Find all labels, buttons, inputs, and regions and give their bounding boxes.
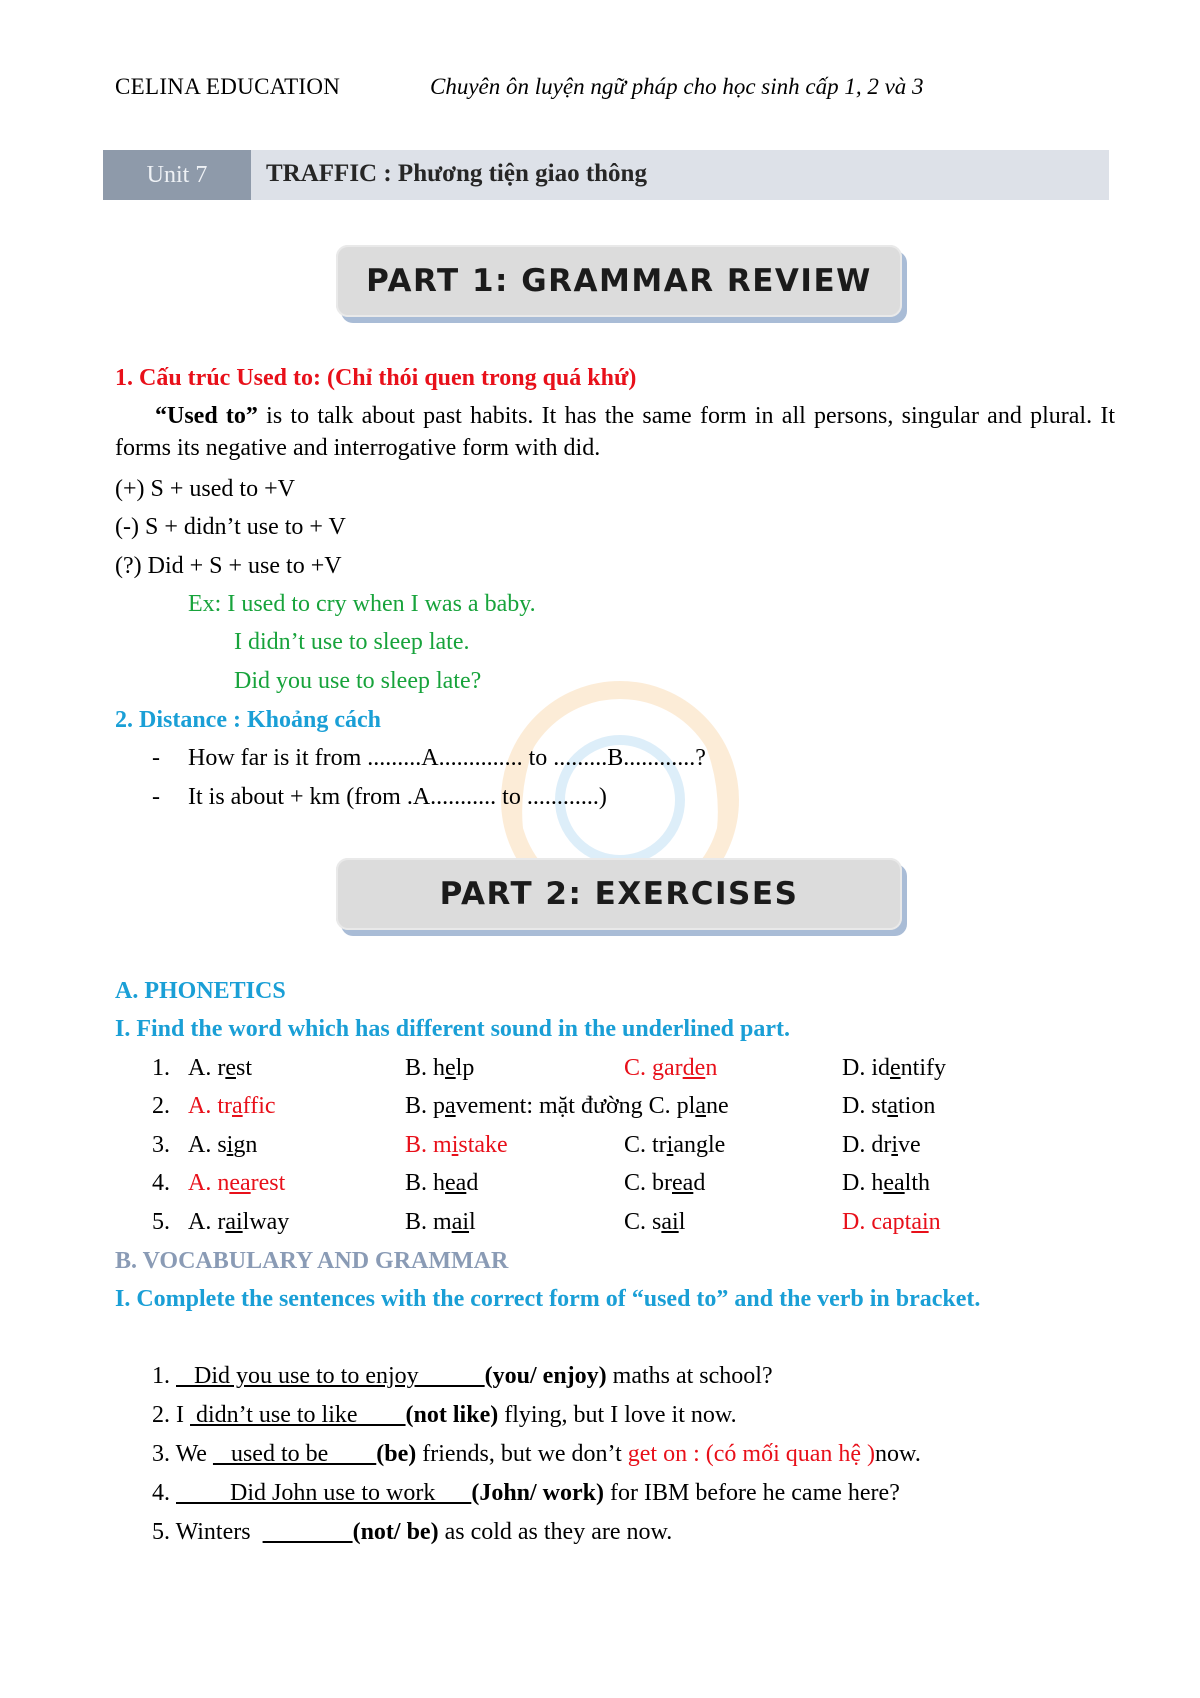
header-tagline: Chuyên ôn luyện ngữ pháp cho học sinh cấp 1, 2 và 3: [430, 74, 924, 99]
verb-cue: (not like): [405, 1402, 499, 1428]
answer-blank[interactable]: Did John use to work: [176, 1480, 472, 1506]
underlined-part: e: [890, 1055, 901, 1081]
bullet-text: How far is it from .........A.............. to .........B............?: [188, 745, 706, 771]
underlined-part: ea: [883, 1170, 905, 1196]
answer-blank[interactable]: didn’t use to like: [190, 1402, 406, 1428]
part2-banner: PART 2: EXERCISES: [336, 858, 902, 930]
underlined-part: a: [445, 1093, 456, 1119]
vocab-task: I. Complete the sentences with the correct form of “used to” and the verb in bracket.: [115, 1286, 981, 1312]
underlined-part: a: [887, 1093, 898, 1119]
underlined-part: a: [695, 1093, 706, 1119]
option-b: B. pavement: mặt đường C. plane: [405, 1093, 729, 1119]
underlined-part: a: [232, 1093, 243, 1119]
underlined-part: ea: [445, 1170, 467, 1196]
question-number: 4.: [152, 1170, 170, 1196]
intro-term: “Used to”: [155, 403, 258, 429]
form-positive: (+) S + used to +V: [115, 476, 295, 502]
answer-blank[interactable]: [263, 1519, 353, 1545]
bullet-dash: -: [152, 745, 160, 771]
verb-cue: (not/ be): [352, 1519, 439, 1545]
option-a: A. nearest: [188, 1170, 286, 1196]
verb-cue: (John/ work): [471, 1480, 605, 1506]
option-b: B. help: [405, 1055, 475, 1081]
phonetics-task: I. Find the word which has different sound in the underlined part.: [115, 1016, 790, 1042]
underlined-part: ea: [229, 1170, 251, 1196]
underlined-part: i: [226, 1132, 234, 1158]
sentence-5: 5. Winters (not/ be) as cold as they are now.: [152, 1519, 673, 1545]
question-number: 3.: [152, 1132, 170, 1158]
part1-banner: PART 1: GRAMMAR REVIEW: [336, 245, 902, 317]
phonetics-heading: A. PHONETICS: [115, 978, 286, 1004]
underlined-part: de: [682, 1055, 706, 1081]
option-d: D. captain: [842, 1209, 941, 1235]
underlined-part: e: [445, 1055, 456, 1081]
example-2: I didn’t use to sleep late.: [234, 629, 470, 655]
verb-cue: (be): [376, 1441, 417, 1467]
underlined-part: ai: [911, 1209, 929, 1235]
answer-blank[interactable]: Did you use to to enjoy: [176, 1363, 485, 1389]
header-org: CELINA EDUCATION: [115, 74, 341, 99]
option-a: A. sign: [188, 1132, 258, 1158]
underlined-part: ai: [661, 1209, 679, 1235]
underlined-part: ai: [451, 1209, 470, 1235]
option-c: C. sail: [624, 1209, 686, 1235]
option-b: B. mail: [405, 1209, 476, 1235]
option-d: D. health: [842, 1170, 930, 1196]
option-c: C. triangle: [624, 1132, 726, 1158]
option-a: A. railway: [188, 1209, 290, 1235]
unit-title: TRAFFIC : Phương tiện giao thông: [266, 160, 647, 187]
bullet-text: It is about + km (from .A........... to ............): [188, 784, 607, 810]
underlined-part: e: [225, 1055, 236, 1081]
option-d: D. drive: [842, 1132, 921, 1158]
option-b: B. head: [405, 1170, 479, 1196]
form-negative: (-) S + didn’t use to + V: [115, 514, 346, 540]
option-a: A. rest: [188, 1055, 252, 1081]
option-a: A. traffic: [188, 1093, 276, 1119]
bullet-dash: -: [152, 784, 160, 810]
unit-label: Unit 7: [103, 150, 251, 200]
sentence-1: 1. Did you use to to enjoy (you/ enjoy) maths at school?: [152, 1363, 773, 1389]
option-c: C. garden: [624, 1055, 718, 1081]
option-c: C. bread: [624, 1170, 706, 1196]
answer-blank[interactable]: used to be: [212, 1441, 377, 1467]
sentence-2: 2. I didn’t use to like (not like) flying, but I love it now.: [152, 1402, 737, 1428]
question-number: 2.: [152, 1093, 170, 1119]
option-d: D. station: [842, 1093, 936, 1119]
question-number: 5.: [152, 1209, 170, 1235]
sentence-3: 3. We used to be (be) friends, but we don’t get on : (có mối quan hệ )now.: [152, 1441, 921, 1467]
teacher-note: get on : (có mối quan hệ ): [627, 1441, 876, 1467]
vocab-heading: B. VOCABULARY AND GRAMMAR: [115, 1248, 509, 1274]
option-d: D. identify: [842, 1055, 946, 1081]
section1-intro: [115, 400, 1115, 464]
section1-heading: 1. Cấu trúc Used to: (Chỉ thói quen trong quá khứ): [115, 365, 637, 391]
question-number: 1.: [152, 1055, 170, 1081]
sentence-4: 4. Did John use to work (John/ work) for IBM before he came here?: [152, 1480, 900, 1506]
underlined-part: ai: [225, 1209, 243, 1235]
underlined-part: i: [891, 1132, 898, 1158]
example-3: Did you use to sleep late?: [234, 668, 482, 694]
underlined-part: i: [451, 1132, 459, 1158]
section2-heading: 2. Distance : Khoảng cách: [115, 707, 381, 733]
underlined-part: i: [666, 1132, 674, 1158]
form-question: (?) Did + S + use to +V: [115, 553, 342, 579]
verb-cue: (you/ enjoy): [484, 1363, 607, 1389]
underlined-part: ea: [672, 1170, 694, 1196]
intro-text: is to talk about past habits. It has the same form in all persons, singular and plural. It forms its negative and interrogative form with did.: [115, 403, 1115, 461]
option-b: B. mistake: [405, 1132, 508, 1158]
example-1: Ex: I used to cry when I was a baby.: [188, 591, 536, 617]
